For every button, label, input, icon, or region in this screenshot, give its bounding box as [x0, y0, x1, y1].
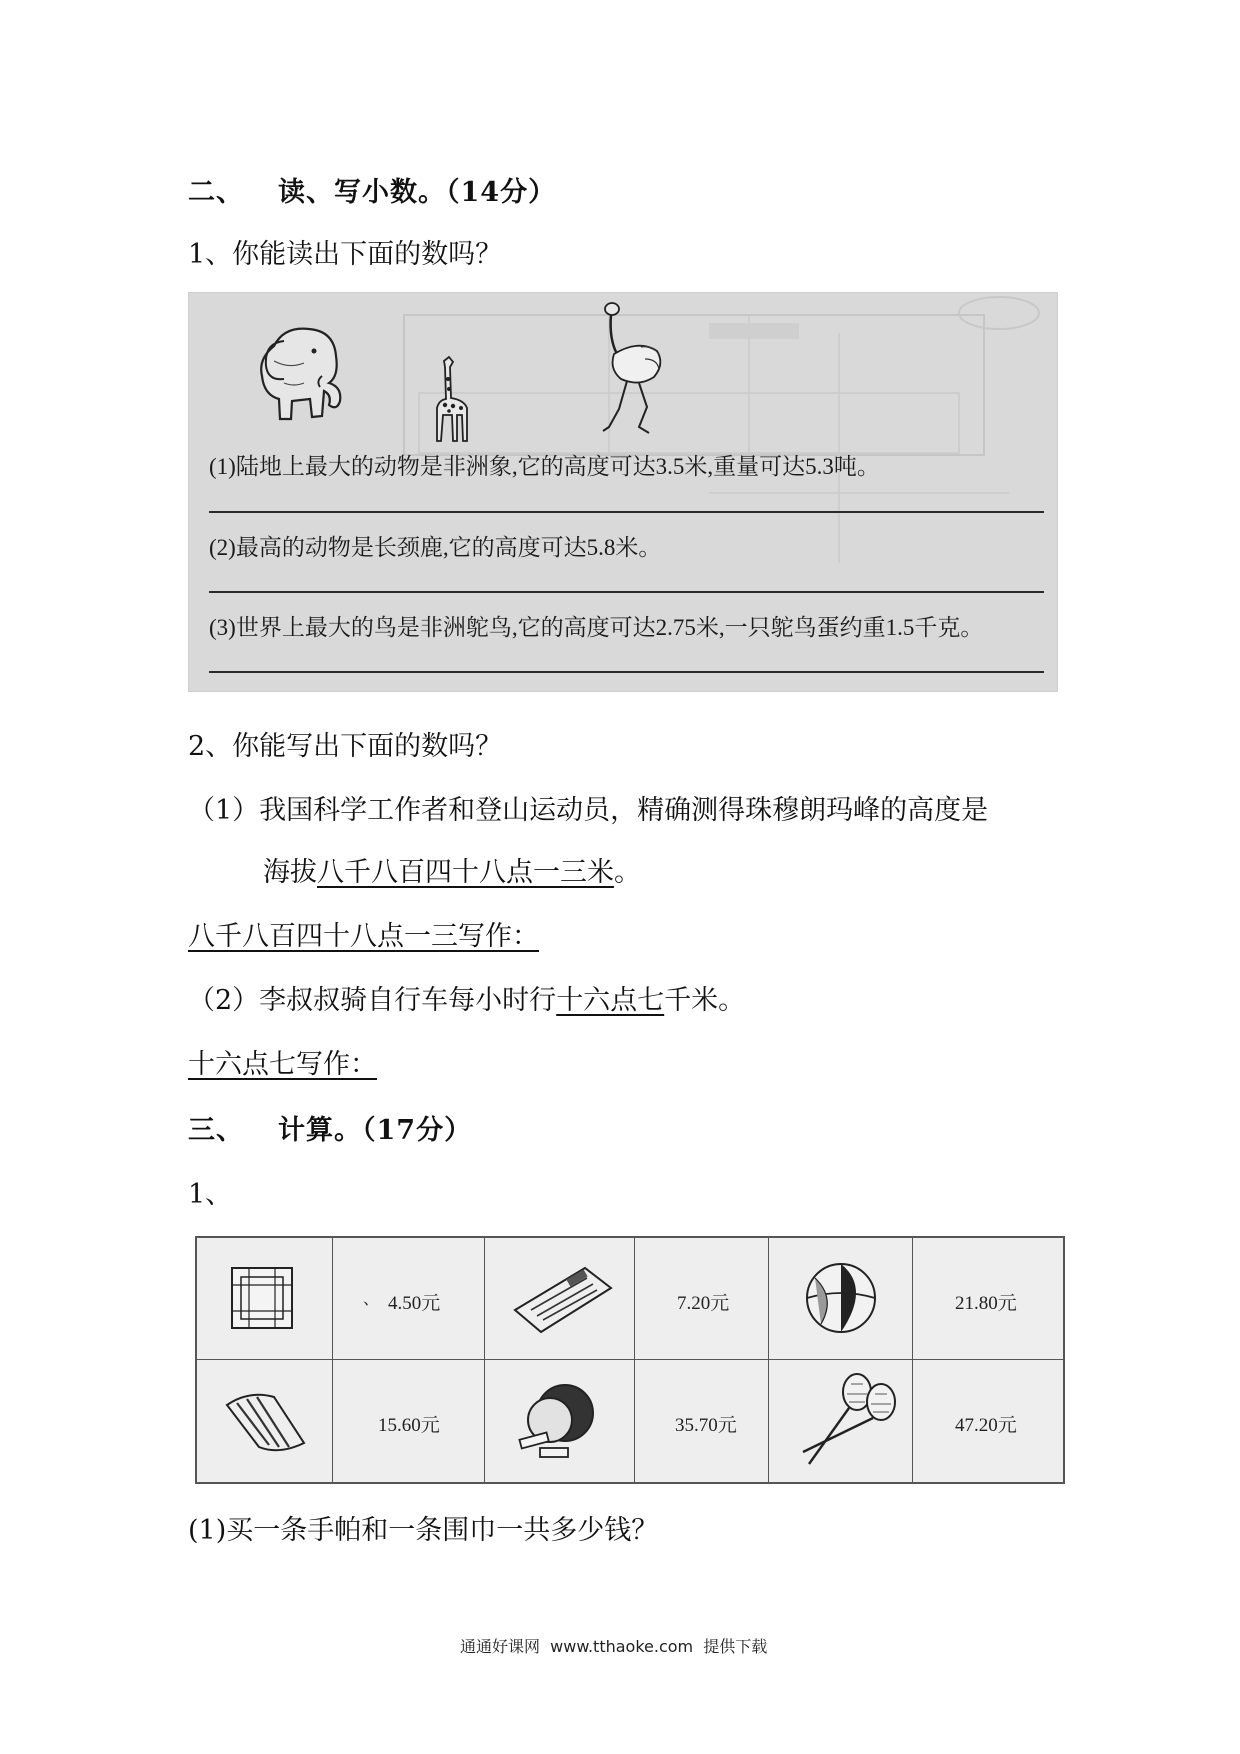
footer-note: 通通好课网 www.tthaoke.com 提供下载: [460, 1637, 768, 1656]
answer-line-1: [209, 511, 1044, 513]
stray-mark: 、: [363, 1291, 380, 1308]
q2-item-2-answer-label: 十六点七写作：: [188, 1049, 377, 1080]
answer-line-3: [209, 671, 1044, 673]
q1-item-1: (1)陆地上最大的动物是非洲象,它的高度可达3.5米,重量可达5.3吨。: [209, 454, 880, 479]
speed-words: 十六点七: [556, 985, 665, 1016]
everest-height-words: 八千八百四十八点一三米: [317, 857, 614, 888]
rackets-price: 47.20元: [955, 1415, 1017, 1436]
handkerchief-cell: [197, 1238, 333, 1360]
pencil-box-icon: [507, 1260, 617, 1340]
beach-ball-price-cell: [913, 1238, 1063, 1360]
pencil-box-price: 7.20元: [677, 1293, 730, 1314]
q1-prompt: 1、你能读出下面的数吗？: [188, 239, 503, 270]
section-3-q1-label: 1、: [188, 1179, 233, 1210]
pencil-box-cell: [485, 1238, 635, 1360]
giraffe-icon: [419, 353, 479, 443]
q2-item-1-line-2: [263, 850, 641, 889]
q2-item-1-answer-label: 八千八百四十八点一三写作：: [188, 921, 539, 952]
scarf-cell: [197, 1360, 333, 1482]
rackets-cell: [769, 1360, 913, 1482]
q2-item-1-line-1: （1）我国科学工作者和登山运动员，精确测得珠穆朗玛峰的高度是: [188, 795, 989, 826]
section-3-title: [188, 1108, 472, 1147]
answer-line-2: [209, 591, 1044, 593]
rackets-price-cell: [913, 1360, 1063, 1482]
section-3-number: 三、: [188, 1115, 244, 1146]
q2-prompt: 2、你能写出下面的数吗？: [188, 731, 503, 762]
beach-ball-icon: [801, 1258, 881, 1338]
q2-item-1-suffix: 。: [614, 857, 641, 888]
handkerchief-price-cell: [333, 1238, 485, 1360]
section-3-heading: 计算。（17分）: [278, 1115, 473, 1146]
section-2-heading: 读、写小数。（14分）: [278, 177, 557, 208]
pencil-box-price-cell: [635, 1238, 769, 1360]
section-2-number: 二、: [188, 177, 244, 208]
q1-item-3: (3)世界上最大的鸟是非洲鸵鸟,它的高度可达2.75米,一只鸵鸟蛋约重1.5千克。: [209, 615, 984, 640]
scarf-icon: [219, 1385, 309, 1460]
beach-ball-cell: [769, 1238, 913, 1360]
animals-panel: [188, 292, 1058, 692]
q2-item-2-suffix: 千米。: [664, 985, 746, 1016]
paddles-price: 35.70元: [675, 1415, 737, 1436]
scarf-price: 15.60元: [378, 1415, 440, 1436]
section-2-title: [188, 170, 556, 209]
sub-question-1: (1)买一条手帕和一条围巾一共多少钱？: [188, 1515, 659, 1546]
q2-item-1-prefix: 海拔: [263, 857, 317, 888]
q2-item-2-prefix: （2）李叔叔骑自行车每小时行: [188, 985, 557, 1016]
beach-ball-price: 21.80元: [955, 1293, 1017, 1314]
paddles-price-cell: [635, 1360, 769, 1482]
handkerchief-price: 4.50元: [388, 1293, 441, 1314]
badminton-rackets-icon: [789, 1372, 899, 1472]
handkerchief-icon: [227, 1263, 297, 1333]
paddles-cell: [485, 1360, 635, 1482]
elephant-icon: [244, 321, 359, 433]
price-table: [195, 1236, 1065, 1484]
scarf-price-cell: [333, 1360, 485, 1482]
q2-item-2: [188, 978, 745, 1017]
ostrich-icon: [599, 299, 669, 437]
ping-pong-paddles-icon: [510, 1378, 610, 1468]
q1-item-2: (2)最高的动物是长颈鹿,它的高度可达5.8米。: [209, 535, 662, 560]
